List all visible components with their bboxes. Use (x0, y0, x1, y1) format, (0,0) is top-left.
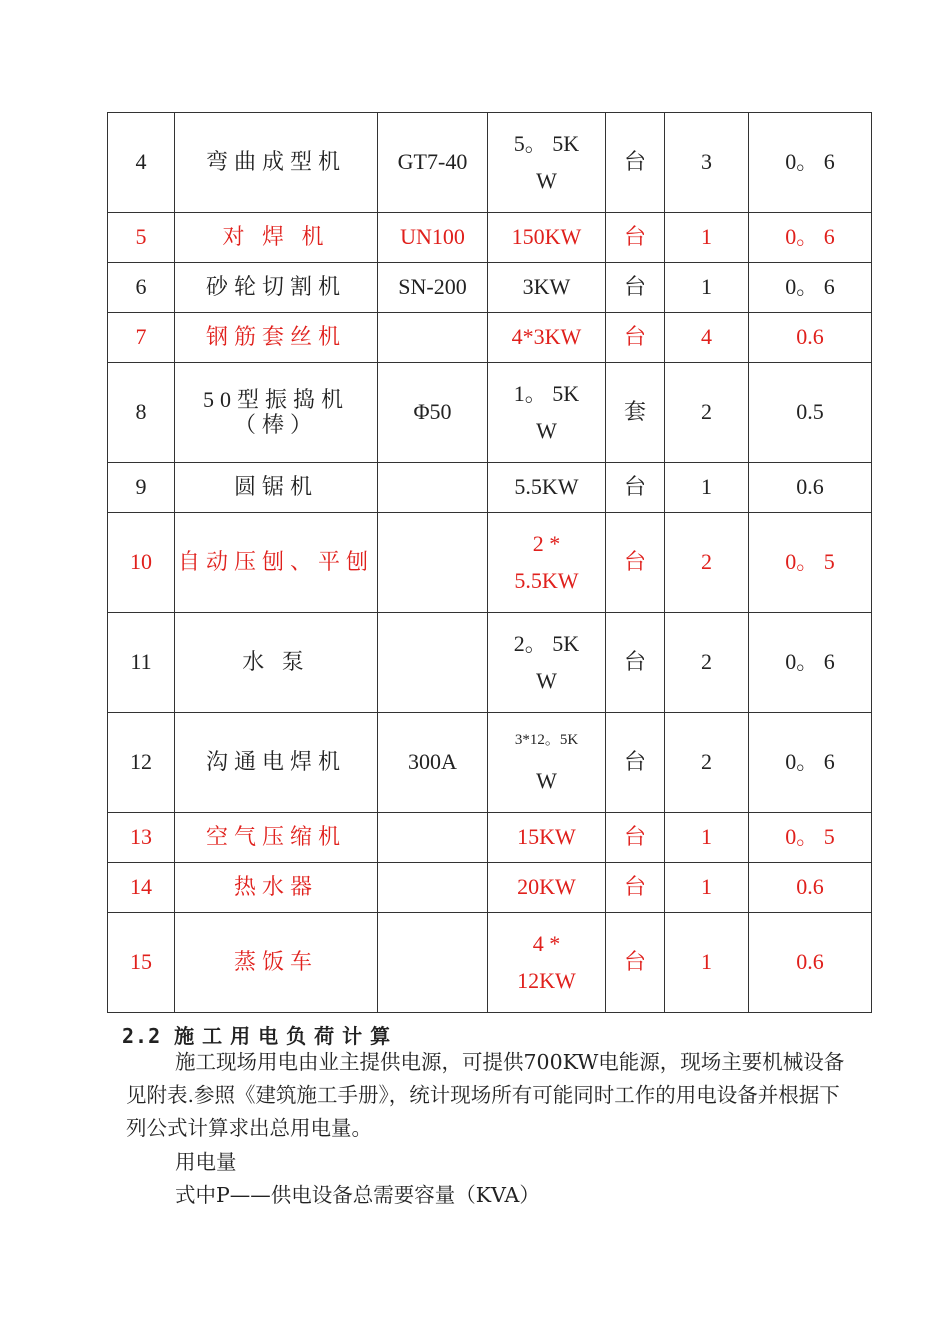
cell-equipment-name: 对 焊 机 (175, 213, 378, 263)
cell-unit: 台 (606, 213, 665, 263)
cell-unit: 台 (606, 863, 665, 913)
cell-quantity: 2 (665, 613, 749, 713)
cell-equipment-name: 弯曲成型机 (175, 113, 378, 213)
cell-number: 12 (108, 713, 175, 813)
cell-number: 5 (108, 213, 175, 263)
cell-coefficient: 0。 6 (749, 263, 872, 313)
cell-unit: 台 (606, 913, 665, 1013)
cell-unit: 台 (606, 113, 665, 213)
cell-unit: 台 (606, 313, 665, 363)
power-line: 4 * (532, 930, 561, 956)
cell-model: Φ50 (378, 363, 488, 463)
cell-unit: 台 (606, 263, 665, 313)
cell-number: 10 (108, 513, 175, 613)
table-row (108, 863, 872, 913)
cell-unit: 台 (606, 463, 665, 513)
cell-quantity: 2 (665, 363, 749, 463)
cell-coefficient: 0.6 (749, 313, 872, 363)
power-line: 2。 5K (513, 630, 580, 656)
power-line: W (536, 668, 557, 694)
cell-equipment-name: 沟通电焊机 (175, 713, 378, 813)
cell-quantity: 2 (665, 513, 749, 613)
cell-model (378, 463, 488, 513)
power-line: 5.5KW (514, 568, 579, 594)
table-row (108, 113, 872, 213)
cell-equipment-name: 砂轮切割机 (175, 263, 378, 313)
cell-unit: 台 (606, 513, 665, 613)
cell-power (488, 513, 606, 613)
cell-unit: 台 (606, 613, 665, 713)
cell-coefficient: 0.6 (749, 913, 872, 1013)
section-title: 施工用电负荷计算 (174, 1024, 399, 1048)
cell-quantity: 1 (665, 813, 749, 863)
cell-quantity: 3 (665, 113, 749, 213)
cell-equipment-name: 水 泵 (175, 613, 378, 713)
cell-equipment-name: 蒸饭车 (175, 913, 378, 1013)
cell-power: 15KW (488, 813, 606, 863)
cell-coefficient: 0.5 (749, 363, 872, 463)
cell-number: 8 (108, 363, 175, 463)
cell-power (488, 113, 606, 213)
cell-number: 9 (108, 463, 175, 513)
cell-coefficient: 0。 5 (749, 813, 872, 863)
cell-model (378, 313, 488, 363)
cell-equipment-name: 自动压刨、平刨 (175, 513, 378, 613)
cell-number: 14 (108, 863, 175, 913)
power-line: 12KW (517, 968, 576, 994)
power-line: 5。 5K (513, 130, 580, 156)
cell-number: 13 (108, 813, 175, 863)
section-number: 2.2 (122, 1024, 162, 1048)
cell-power: 150KW (488, 213, 606, 263)
cell-coefficient: 0。 6 (749, 213, 872, 263)
cell-power (488, 613, 606, 713)
cell-coefficient: 0。 6 (749, 713, 872, 813)
cell-power (488, 913, 606, 1013)
paragraph-formula-note: 式中P——供电设备总需要容量（KVA） (175, 1183, 540, 1207)
cell-quantity: 1 (665, 863, 749, 913)
cell-model: SN-200 (378, 263, 488, 313)
equipment-table (107, 112, 872, 1013)
table-row (108, 463, 872, 513)
equipment-table-body (108, 113, 872, 1013)
power-line: 2 * (532, 530, 561, 556)
cell-quantity: 1 (665, 913, 749, 1013)
cell-power: 20KW (488, 863, 606, 913)
cell-model (378, 513, 488, 613)
cell-coefficient: 0.6 (749, 463, 872, 513)
cell-unit: 台 (606, 813, 665, 863)
cell-equipment-name: 50型振捣机（棒） (175, 363, 378, 463)
cell-equipment-name: 钢筋套丝机 (175, 313, 378, 363)
paragraph-power-usage: 用电量 (175, 1150, 237, 1174)
table-row (108, 313, 872, 363)
cell-quantity: 1 (665, 263, 749, 313)
cell-equipment-name: 圆锯机 (175, 463, 378, 513)
power-line: 3*12。5K (514, 731, 579, 748)
table-row (108, 213, 872, 263)
cell-number: 7 (108, 313, 175, 363)
cell-number: 4 (108, 113, 175, 213)
cell-model: 300A (378, 713, 488, 813)
cell-power (488, 363, 606, 463)
cell-model: GT7-40 (378, 113, 488, 213)
table-row (108, 263, 872, 313)
power-line: W (536, 168, 557, 194)
table-row (108, 363, 872, 463)
cell-unit: 套 (606, 363, 665, 463)
table-row (108, 913, 872, 1013)
cell-power: 3KW (488, 263, 606, 313)
power-line: W (536, 418, 557, 444)
cell-number: 6 (108, 263, 175, 313)
paragraph-power-source: 施工现场用电由业主提供电源，可提供700KW电能源，现场主要机械设备见附表.参照《建筑施工手册》，统计现场所有可能同时工作的用电设备并根据下列公式计算求出总用电量。 (126, 1050, 845, 1140)
cell-coefficient: 0.6 (749, 863, 872, 913)
section-heading (122, 1020, 398, 1049)
cell-power: 4*3KW (488, 313, 606, 363)
cell-model: UN100 (378, 213, 488, 263)
cell-quantity: 1 (665, 463, 749, 513)
cell-equipment-name: 热水器 (175, 863, 378, 913)
cell-coefficient: 0。 5 (749, 513, 872, 613)
cell-coefficient: 0。 6 (749, 113, 872, 213)
cell-quantity: 4 (665, 313, 749, 363)
cell-quantity: 1 (665, 213, 749, 263)
cell-power: 5.5KW (488, 463, 606, 513)
cell-model (378, 863, 488, 913)
power-line: 1。 5K (513, 380, 580, 406)
table-row (108, 513, 872, 613)
table-row (108, 813, 872, 863)
cell-unit: 台 (606, 713, 665, 813)
cell-model (378, 813, 488, 863)
cell-quantity: 2 (665, 713, 749, 813)
cell-power (488, 713, 606, 813)
table-row (108, 613, 872, 713)
cell-equipment-name: 空气压缩机 (175, 813, 378, 863)
cell-model (378, 613, 488, 713)
cell-model (378, 913, 488, 1013)
cell-coefficient: 0。 6 (749, 613, 872, 713)
cell-number: 11 (108, 613, 175, 713)
power-line: W (536, 768, 557, 794)
table-row (108, 713, 872, 813)
cell-number: 15 (108, 913, 175, 1013)
